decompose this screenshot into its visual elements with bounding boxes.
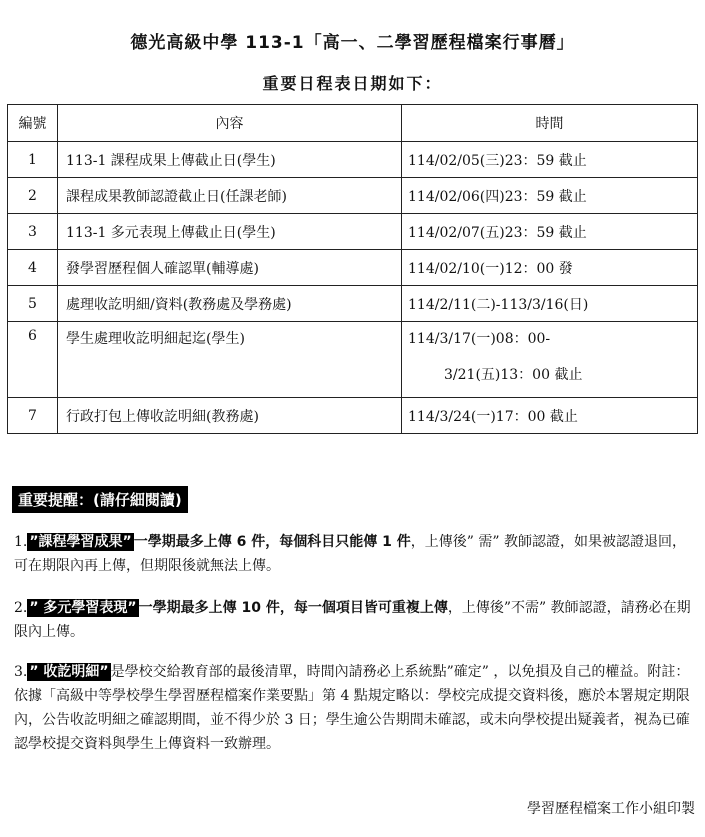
row-time-end: 3/21(五)13：00 截止: [444, 367, 583, 383]
row-time: 114/02/07(五)23：59 截止: [402, 214, 698, 250]
row-time: 114/02/06(四)23：59 截止: [402, 178, 698, 214]
body-text: ，上傳後”不需” 教師認證，請務必在期限內上傳。: [14, 600, 691, 640]
row-time: 114/02/05(三)23：59 截止: [402, 142, 698, 178]
item-number: 3.: [14, 664, 28, 680]
row-content: 課程成果教師認證截止日(任課老師): [58, 178, 402, 214]
highlight-label: ” 多元學習表現”: [29, 600, 137, 616]
highlight-label: ” 收訖明細”: [29, 664, 109, 680]
row-number: 3: [8, 214, 58, 250]
row-number: 2: [8, 178, 58, 214]
row-content: 行政打包上傳收訖明細(教務處): [58, 398, 402, 434]
notice-item-1: [14, 530, 694, 578]
row-number: 7: [8, 398, 58, 434]
document-title: 德光高級中學 113-1「高一、二學習歷程檔案行事曆」: [130, 33, 575, 53]
row-content: 學生處理收訖明細起迄(學生): [58, 322, 402, 398]
table-row: [8, 286, 698, 322]
bold-text: 一學期最多上傳 10 件，每一個項目皆可重複上傳: [138, 600, 448, 616]
notice-heading: 重要提醒：(請仔細閱讀): [12, 486, 188, 513]
item-number: 1.: [14, 534, 28, 550]
item-number: 2.: [14, 600, 28, 616]
row-time: 114/02/10(一)12：00 發: [402, 250, 698, 286]
row-number: 5: [8, 286, 58, 322]
row-number: 4: [8, 250, 58, 286]
body-text: 是學校交給教育部的最後清單，時間內請務必上系統點”確定” ，以免損及自己的權益。附註：依據「高級中等學校學生學習歷程檔案作業要點」第 4 點規定略以：學校完成提交資料後，應於本署規定期限內，公告收訖明細之確認期間，並不得少於 3 日；學生逾公告期間未確認，或未向學校提出疑義者，視為已確認學校提交資料與學生上傳資料一致辦理。: [14, 664, 690, 752]
highlight-label: ”課程學習成果”: [29, 534, 132, 550]
table-row: [8, 322, 698, 398]
schedule-table: [7, 104, 698, 434]
row-content: 處理收訖明細/資料(教務處及學務處): [58, 286, 402, 322]
column-header-time: 時間: [402, 105, 698, 142]
table-header-row: [8, 105, 698, 142]
table-row: [8, 250, 698, 286]
row-content: 發學習歷程個人確認單(輔導處): [58, 250, 402, 286]
column-header-number: 編號: [8, 105, 58, 142]
table-row: [8, 142, 698, 178]
row-number: 1: [8, 142, 58, 178]
row-content: 113-1 課程成果上傳截止日(學生): [58, 142, 402, 178]
body-text: ，上傳後” 需” 教師認證，如果被認證退回，可在期限內再上傳，但期限後就無法上傳。: [14, 534, 686, 574]
row-time: 114/2/11(二)-113/3/16(日): [402, 286, 698, 322]
row-number: 6: [8, 322, 58, 398]
table-row: [8, 214, 698, 250]
document-subtitle: 重要日程表日期如下：: [262, 74, 443, 93]
column-header-content: 內容: [58, 105, 402, 142]
notice-item-3: [14, 660, 694, 756]
table-row: [8, 398, 698, 434]
row-time-start: 114/3/17(一)08：00-: [408, 331, 551, 347]
row-content: 113-1 多元表現上傳截止日(學生): [58, 214, 402, 250]
bold-text: 一學期最多上傳 6 件，每個科目只能傳 1 件: [133, 534, 411, 550]
notice-item-2: [14, 596, 694, 644]
row-time: [402, 322, 698, 398]
row-time: 114/3/24(一)17：00 截止: [402, 398, 698, 434]
table-row: [8, 178, 698, 214]
footer-credit: 學習歷程檔案工作小組印製: [527, 801, 695, 817]
